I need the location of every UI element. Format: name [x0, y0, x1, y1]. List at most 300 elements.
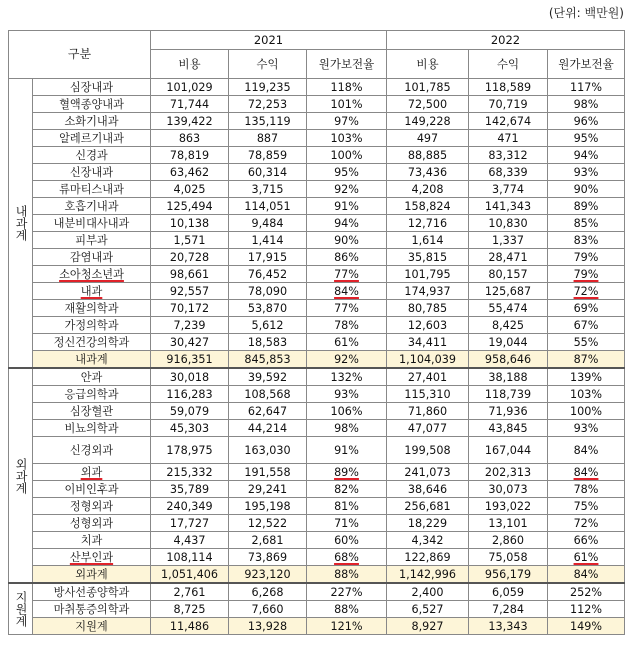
revenue-2021-text: 76,452	[247, 267, 288, 281]
dept-name	[33, 618, 151, 635]
rate-2021	[307, 481, 387, 498]
cost-2021	[151, 583, 229, 601]
rate-2021-text: 91%	[334, 199, 359, 213]
cost-2022-text: 80,785	[407, 301, 448, 315]
rate-2022-text: 96%	[573, 114, 599, 128]
revenue-2022	[469, 566, 548, 584]
revenue-2021	[229, 317, 307, 334]
dept-name-text: 심장내과	[69, 80, 114, 94]
revenue-2021-text: 119,235	[244, 80, 291, 94]
revenue-2022-text: 13,101	[488, 516, 528, 530]
dept-name	[33, 130, 151, 147]
revenue-2022-text: 71,936	[488, 404, 528, 418]
cost-2021	[151, 317, 229, 334]
revenue-2021-text: 923,120	[244, 567, 291, 581]
cost-2022	[387, 164, 469, 181]
rate-2022-text: 95%	[573, 131, 599, 145]
cost-2021-text: 78,819	[169, 148, 210, 162]
rate-2021	[307, 532, 387, 549]
rate-2021	[307, 351, 387, 369]
revenue-2022	[469, 283, 548, 300]
revenue-2022-text: 202,313	[484, 465, 532, 479]
cost-2021-text: 70,172	[169, 301, 210, 315]
revenue-2022-text: 118,739	[484, 387, 532, 401]
revenue-2021	[229, 164, 307, 181]
revenue-2021-text: 17,915	[247, 250, 288, 264]
cost-2022	[387, 113, 469, 130]
rate-2022	[548, 437, 625, 464]
revenue-2021	[229, 249, 307, 266]
rate-2021-text: 81%	[334, 499, 359, 513]
table-row	[9, 420, 625, 437]
revenue-2022	[469, 532, 548, 549]
rate-2022-text: 72%	[573, 516, 599, 530]
revenue-2022-text: 125,687	[484, 284, 532, 298]
cost-2021-text: 1,571	[173, 233, 206, 247]
revenue-2021-text: 1,414	[251, 233, 284, 247]
revenue-2022	[469, 164, 548, 181]
rate-2021-text: 61%	[334, 335, 359, 349]
table-row	[9, 334, 625, 351]
rate-2021-text: 97%	[334, 114, 359, 128]
rate-2021-text: 121%	[330, 619, 363, 633]
cost-2021-text: 178,975	[166, 443, 213, 457]
revenue-2021	[229, 566, 307, 584]
cost-2021	[151, 79, 229, 96]
revenue-2021-text: 73,869	[247, 550, 288, 564]
dept-name	[33, 464, 151, 481]
dept-name	[33, 232, 151, 249]
cost-2022	[387, 181, 469, 198]
revenue-2021	[229, 96, 307, 113]
dept-name-text: 가정의학과	[64, 318, 119, 332]
revenue-2022	[469, 351, 548, 369]
table-row	[9, 181, 625, 198]
header-cost-2021: 비용	[151, 50, 229, 79]
group-label-text: 내과계	[14, 205, 28, 241]
cost-2021	[151, 266, 229, 283]
revenue-2022-text: 43,845	[488, 421, 528, 435]
revenue-2022	[469, 113, 548, 130]
revenue-2022	[469, 386, 548, 403]
cost-2022-text: 149,228	[404, 114, 451, 128]
rate-2022-text: 98%	[573, 97, 599, 111]
rate-2022	[548, 79, 625, 96]
rate-2022	[548, 549, 625, 566]
rate-2022	[548, 481, 625, 498]
cost-2022	[387, 498, 469, 515]
cost-2022-text: 47,077	[407, 421, 448, 435]
dept-name-text: 치과	[80, 533, 103, 547]
revenue-2022	[469, 147, 548, 164]
revenue-2021-text: 135,119	[244, 114, 291, 128]
cost-2021	[151, 351, 229, 369]
cost-2022-text: 35,815	[407, 250, 448, 264]
revenue-2022-text: 471	[497, 131, 519, 145]
rate-2022	[548, 403, 625, 420]
group-total-row	[9, 351, 625, 369]
revenue-2021-text: 6,268	[251, 585, 284, 599]
cost-2022	[387, 147, 469, 164]
cost-2022-text: 6,527	[411, 602, 444, 616]
rate-2021-text: 78%	[334, 318, 359, 332]
rate-2022-text: 94%	[573, 148, 599, 162]
rate-2021	[307, 549, 387, 566]
cost-2021-text: 116,283	[166, 387, 213, 401]
revenue-2021-text: 9,484	[251, 216, 284, 230]
rate-2021-text: 92%	[334, 352, 359, 366]
rate-2021	[307, 420, 387, 437]
rate-2021-text: 82%	[334, 482, 359, 496]
rate-2021-text: 91%	[334, 443, 359, 457]
rate-2021-text: 88%	[334, 602, 359, 616]
rate-2022-text: 149%	[570, 619, 602, 633]
revenue-2022-text: 193,022	[484, 499, 532, 513]
rate-2021-text: 84%	[334, 284, 359, 298]
table-row	[9, 549, 625, 566]
revenue-2022-text: 30,073	[488, 482, 528, 496]
revenue-2021-text: 887	[256, 131, 279, 145]
rate-2022	[548, 113, 625, 130]
rate-2021-text: 68%	[334, 550, 359, 564]
cost-2022-text: 256,681	[404, 499, 451, 513]
rate-2022	[548, 532, 625, 549]
revenue-2021-text: 108,568	[244, 387, 291, 401]
group-label	[9, 583, 33, 635]
rate-2022	[548, 601, 625, 618]
rate-2021-text: 88%	[334, 567, 359, 581]
cost-2021	[151, 198, 229, 215]
dept-name-text: 내분비대사내과	[53, 216, 130, 230]
revenue-2022-text: 83,312	[488, 148, 528, 162]
revenue-2022	[469, 515, 548, 532]
cost-2021	[151, 386, 229, 403]
revenue-2021	[229, 481, 307, 498]
cost-2021	[151, 283, 229, 300]
revenue-2022-text: 8,425	[491, 318, 525, 332]
rate-2022	[548, 420, 625, 437]
revenue-2022	[469, 498, 548, 515]
rate-2022-text: 117%	[570, 80, 602, 94]
dept-name-text: 심장혈관	[69, 404, 114, 418]
dept-name-text: 호흡기내과	[64, 199, 119, 213]
dept-name	[33, 317, 151, 334]
rate-2021	[307, 368, 387, 386]
table-row	[9, 147, 625, 164]
revenue-2022	[469, 249, 548, 266]
revenue-2021	[229, 368, 307, 386]
rate-2022	[548, 130, 625, 147]
revenue-2021	[229, 403, 307, 420]
table-row	[9, 164, 625, 181]
revenue-2021	[229, 232, 307, 249]
header-cost-2022: 비용	[387, 50, 469, 79]
dept-name-text: 알레르기내과	[59, 131, 124, 145]
rate-2022	[548, 317, 625, 334]
cost-2022-text: 174,937	[404, 284, 451, 298]
cost-2021	[151, 334, 229, 351]
cost-2021-text: 10,138	[169, 216, 210, 230]
dept-name	[33, 420, 151, 437]
cost-2022	[387, 368, 469, 386]
cost-2022-text: 27,401	[407, 370, 448, 384]
revenue-2022	[469, 96, 548, 113]
revenue-2022	[469, 437, 548, 464]
table-row	[9, 368, 625, 386]
revenue-2021	[229, 618, 307, 635]
rate-2022-text: 83%	[573, 233, 599, 247]
rate-2021	[307, 113, 387, 130]
dept-name-text: 내과	[80, 284, 103, 298]
revenue-2021	[229, 215, 307, 232]
cost-2021	[151, 532, 229, 549]
revenue-2022-text: 956,179	[484, 567, 532, 581]
rate-2021-text: 93%	[334, 387, 359, 401]
dept-name	[33, 481, 151, 498]
dept-name-text: 신경과	[75, 148, 108, 162]
cost-2021-text: 4,437	[173, 533, 206, 547]
cost-2022	[387, 249, 469, 266]
cost-2022-text: 4,208	[411, 182, 444, 196]
revenue-2022-text: 38,188	[488, 370, 528, 384]
revenue-2022	[469, 79, 548, 96]
revenue-2021	[229, 386, 307, 403]
revenue-2021	[229, 601, 307, 618]
table-row	[9, 498, 625, 515]
cost-2021	[151, 481, 229, 498]
cost-2021-text: 59,079	[169, 404, 210, 418]
cost-2021-text: 63,462	[169, 165, 210, 179]
cost-2022	[387, 481, 469, 498]
rate-2021-text: 95%	[334, 165, 359, 179]
table-row	[9, 198, 625, 215]
table-row	[9, 215, 625, 232]
cost-2021-text: 71,744	[169, 97, 210, 111]
table-row	[9, 532, 625, 549]
rate-2022-text: 72%	[573, 284, 599, 298]
dept-name	[33, 266, 151, 283]
rate-2022	[548, 215, 625, 232]
rate-2021	[307, 130, 387, 147]
rate-2021-text: 118%	[330, 80, 363, 94]
rate-2022-text: 87%	[573, 352, 599, 366]
table-row	[9, 601, 625, 618]
revenue-2021	[229, 147, 307, 164]
rate-2022-text: 84%	[573, 443, 599, 457]
cost-2021-text: 1,051,406	[161, 567, 218, 581]
dept-name-text: 외과	[80, 465, 103, 479]
rate-2021	[307, 232, 387, 249]
rate-2022-text: 79%	[573, 250, 599, 264]
dept-name	[33, 334, 151, 351]
cost-2022-text: 115,310	[404, 387, 451, 401]
rate-2022-text: 252%	[570, 585, 602, 599]
dept-name-text: 신경외과	[69, 443, 114, 457]
table-row	[9, 266, 625, 283]
group-label	[9, 79, 33, 369]
cost-2022	[387, 437, 469, 464]
cost-2021	[151, 437, 229, 464]
revenue-2021	[229, 464, 307, 481]
dept-name	[33, 249, 151, 266]
rate-2021	[307, 583, 387, 601]
revenue-2021-text: 39,592	[247, 370, 288, 384]
cost-2022-text: 1,104,039	[399, 352, 456, 366]
revenue-2021	[229, 113, 307, 130]
rate-2022	[548, 232, 625, 249]
revenue-2022-text: 70,719	[488, 97, 528, 111]
rate-2021	[307, 147, 387, 164]
dept-name	[33, 601, 151, 618]
dept-name-text: 류마티스내과	[59, 182, 124, 196]
cost-2021-text: 35,789	[169, 482, 210, 496]
cost-2021-text: 8,725	[173, 602, 206, 616]
rate-2022-text: 75%	[573, 499, 599, 513]
rate-2022-text: 85%	[573, 216, 599, 230]
rate-2022	[548, 147, 625, 164]
rate-2022	[548, 334, 625, 351]
cost-2022-text: 101,785	[404, 80, 451, 94]
dept-name	[33, 283, 151, 300]
revenue-2022	[469, 464, 548, 481]
cost-2021	[151, 96, 229, 113]
cost-2022	[387, 283, 469, 300]
cost-2022-text: 158,824	[404, 199, 451, 213]
revenue-2022-text: 19,044	[488, 335, 528, 349]
group-label	[9, 368, 33, 583]
dept-name-text: 지원계	[75, 619, 108, 633]
revenue-2021	[229, 532, 307, 549]
revenue-2022-text: 28,471	[488, 250, 528, 264]
rate-2021	[307, 566, 387, 584]
cost-2022-text: 1,142,996	[399, 567, 456, 581]
rate-2022-text: 84%	[573, 567, 599, 581]
dept-name	[33, 566, 151, 584]
rate-2021-text: 77%	[334, 301, 359, 315]
revenue-2022-text: 2,860	[491, 533, 525, 547]
rate-2021	[307, 403, 387, 420]
revenue-2022-text: 55,474	[488, 301, 528, 315]
revenue-2022-text: 141,343	[484, 199, 532, 213]
cost-2022	[387, 515, 469, 532]
rate-2021	[307, 79, 387, 96]
table-row	[9, 79, 625, 96]
dept-name-text: 방사선종양학과	[53, 585, 130, 599]
dept-name-text: 성형외과	[69, 516, 114, 530]
cost-2022-text: 199,508	[404, 443, 451, 457]
cost-2022	[387, 549, 469, 566]
dept-name	[33, 96, 151, 113]
rate-2022-text: 90%	[573, 182, 599, 196]
dept-name	[33, 386, 151, 403]
rate-2021-text: 101%	[330, 97, 363, 111]
cost-2022-text: 38,646	[407, 482, 448, 496]
group-total-row	[9, 618, 625, 635]
cost-2022	[387, 464, 469, 481]
revenue-2022-text: 167,044	[484, 443, 532, 457]
rate-2022-text: 100%	[570, 404, 602, 418]
revenue-2021	[229, 420, 307, 437]
revenue-2021	[229, 130, 307, 147]
table-row	[9, 583, 625, 601]
rate-2021	[307, 618, 387, 635]
table-row	[9, 130, 625, 147]
header-revenue-2021: 수익	[229, 50, 307, 79]
rate-2022-text: 139%	[570, 370, 602, 384]
table-row	[9, 386, 625, 403]
header-category: 구분	[9, 31, 151, 79]
dept-name	[33, 79, 151, 96]
rate-2022	[548, 164, 625, 181]
revenue-2022	[469, 215, 548, 232]
dept-name	[33, 113, 151, 130]
rate-2021	[307, 300, 387, 317]
rate-2021	[307, 181, 387, 198]
cost-2022-text: 497	[416, 131, 439, 145]
rate-2021-text: 103%	[330, 131, 363, 145]
cost-2021-text: 4,025	[173, 182, 206, 196]
cost-2021-text: 2,761	[173, 585, 206, 599]
dept-name	[33, 549, 151, 566]
revenue-2021-text: 5,612	[251, 318, 284, 332]
revenue-2021	[229, 351, 307, 369]
revenue-2021-text: 18,583	[247, 335, 288, 349]
table-row	[9, 464, 625, 481]
cost-2022	[387, 532, 469, 549]
revenue-2022-text: 13,343	[488, 619, 528, 633]
cost-2021-text: 125,494	[166, 199, 213, 213]
rate-2022-text: 103%	[570, 387, 602, 401]
revenue-2021-text: 60,314	[247, 165, 288, 179]
rate-2021	[307, 498, 387, 515]
cost-2022-text: 1,614	[411, 233, 444, 247]
dept-name-text: 안과	[80, 370, 103, 384]
revenue-2022	[469, 601, 548, 618]
revenue-2022	[469, 232, 548, 249]
header-preservation-2021: 원가보전율	[307, 50, 387, 79]
cost-2022-text: 18,229	[407, 516, 448, 530]
revenue-2022	[469, 583, 548, 601]
revenue-2021-text: 72,253	[247, 97, 288, 111]
rate-2022	[548, 566, 625, 584]
revenue-2021-text: 163,030	[244, 443, 291, 457]
revenue-2022	[469, 198, 548, 215]
revenue-2021-text: 12,522	[247, 516, 288, 530]
cost-2022	[387, 232, 469, 249]
rate-2022-text: 67%	[573, 318, 599, 332]
cost-2021	[151, 368, 229, 386]
revenue-2021	[229, 300, 307, 317]
group-label-text: 외과계	[14, 457, 28, 494]
cost-2022-text: 101,795	[404, 267, 451, 281]
rate-2022-text: 69%	[573, 301, 599, 315]
cost-2022-text: 2,400	[411, 585, 444, 599]
cost-2022	[387, 198, 469, 215]
rate-2021-text: 86%	[334, 250, 359, 264]
revenue-2021-text: 78,859	[247, 148, 288, 162]
header-preservation-2022: 원가보전율	[548, 50, 625, 79]
dept-name-text: 이비인후과	[64, 482, 119, 496]
revenue-2021	[229, 498, 307, 515]
revenue-2022	[469, 300, 548, 317]
table-body	[9, 79, 625, 635]
rate-2022	[548, 386, 625, 403]
rate-2022	[548, 198, 625, 215]
rate-2021-text: 94%	[334, 216, 359, 230]
revenue-2022-text: 142,674	[484, 114, 532, 128]
cost-2021	[151, 566, 229, 584]
unit-label: (단위: 백만원)	[548, 6, 624, 20]
